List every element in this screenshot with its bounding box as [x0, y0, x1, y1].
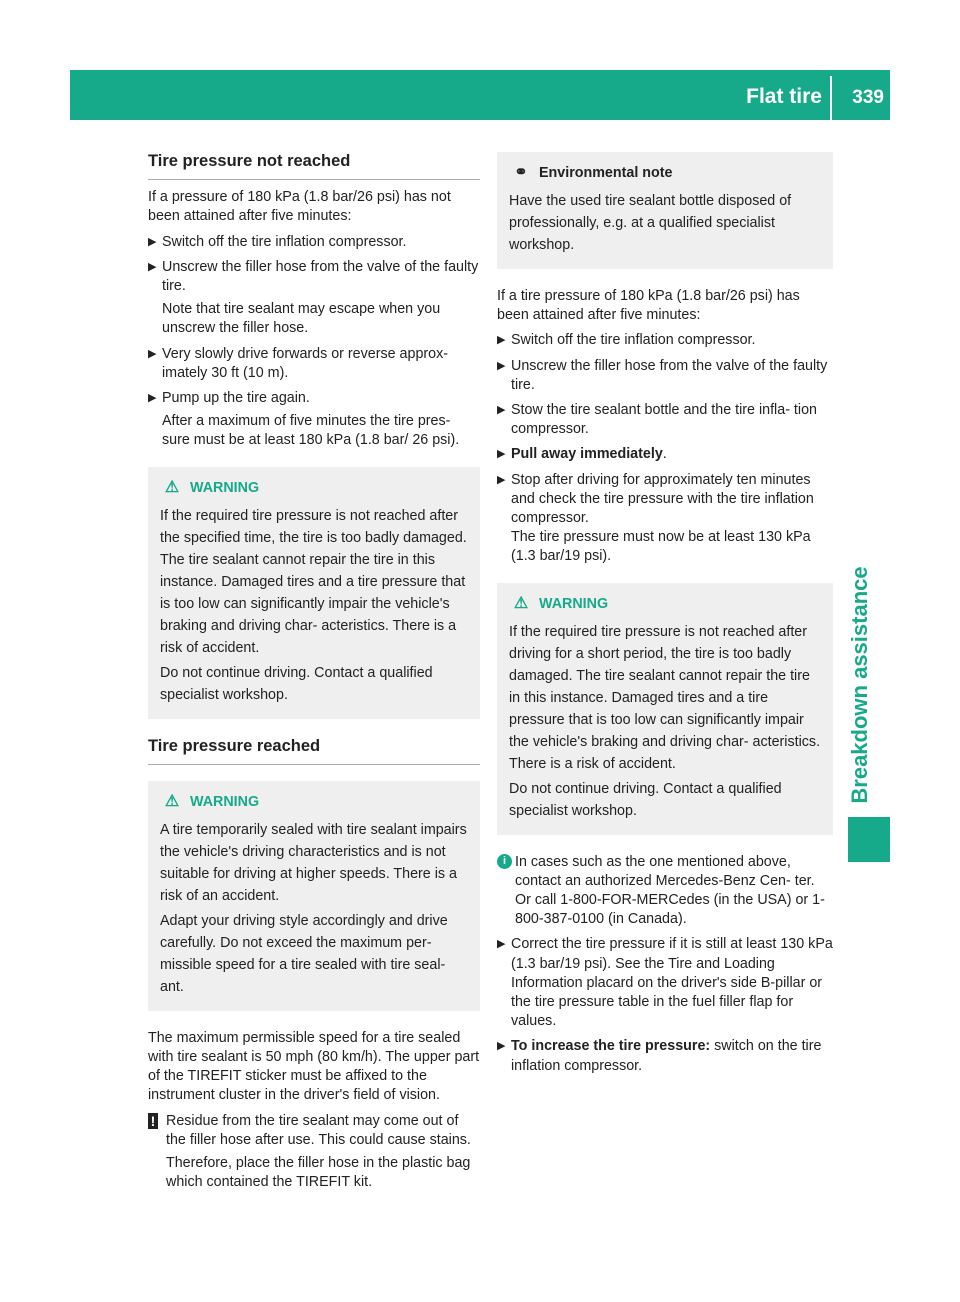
step-arrow-icon: ▶ [497, 359, 506, 372]
step-item [497, 445, 833, 464]
warning-title: WARNING [190, 479, 260, 496]
exclamation-icon: ! [148, 1113, 158, 1129]
warning-triangle-icon: ⚠ [164, 478, 180, 496]
step-text: Unscrew the filler hose from the valve of the faulty tire. [162, 258, 479, 295]
warning-box [148, 781, 480, 1011]
left-column [148, 152, 480, 1198]
step-text: Pump up the tire again. [162, 390, 310, 407]
warning-triangle-icon: ⚠ [513, 594, 529, 612]
step-item [497, 471, 833, 567]
warning-text: If the required tire pressure is not reached after driving for a short period, the tire is too badly damaged. The tire sealant cannot repair the tire in this instance. Damaged tires and a tire pressure that is too low can significantly impair the vehicle's braking and driving char- acteristics. There is a risk of accident. [509, 623, 821, 772]
step-item [148, 233, 480, 252]
step-item [497, 1037, 833, 1075]
side-tab-marker [848, 817, 890, 862]
step-arrow-icon: ▶ [497, 1040, 506, 1053]
step-text: Correct the tire pressure if it is still at least 130 kPa (1.3 bar/19 psi). See the Tire and Loading Information placard on the driver's side B-pillar or the tire pressure table in the fuel filler flap for values. [511, 936, 833, 1030]
warning-text: Do not continue driving. Contact a qualified specialist workshop. [509, 780, 782, 819]
step-arrow-icon: ▶ [148, 392, 157, 405]
step-arrow-icon: ▶ [497, 448, 506, 461]
step-text: switch on the tire inflation compressor. [511, 1038, 822, 1074]
side-tab [842, 565, 878, 805]
side-tab-label: Breakdown assistance [847, 566, 872, 804]
warning-text: Do not continue driving. Contact a qualified specialist workshop. [160, 664, 433, 703]
step-item [497, 357, 833, 395]
step-item [148, 345, 480, 383]
section-heading-not-reached: Tire pressure not reached [148, 152, 480, 180]
caution-text: Therefore, place the filler hose in the plastic bag which contained the TIREFIT kit. [166, 1155, 471, 1191]
caution-note [148, 1112, 480, 1193]
step-item [497, 331, 833, 350]
step-text: Switch off the tire inflation compressor. [511, 332, 756, 349]
step-bold-text: To increase the tire pressure: [511, 1038, 711, 1055]
step-bold-text: Pull away immediately [511, 446, 663, 463]
step-arrow-icon: ▶ [497, 404, 506, 417]
warning-text: Adapt your driving style accordingly and drive carefully. Do not exceed the maximum per- missible speed for a tire sealed with tire seal- ant. [160, 912, 448, 995]
step-arrow-icon: ▶ [497, 473, 506, 486]
step-text: Switch off the tire inflation compressor. [162, 233, 407, 250]
step-item [497, 401, 833, 439]
lightbulb-icon: ⚭ [514, 164, 528, 181]
step-arrow-icon: ▶ [148, 260, 157, 273]
step-arrow-icon: ▶ [497, 938, 506, 951]
step-item [497, 935, 833, 1031]
warning-box [148, 467, 480, 719]
info-text: In cases such as the one mentioned above, contact an authorized Mercedes-Benz Cen- ter. Or call 1-800-FOR-MERCedes (in the USA) or 1-800-387-0100 (in Canada). [515, 853, 825, 928]
warning-text: If the required tire pressure is not reached after the specified time, the tire is too badly damaged. The tire sealant cannot repair the tire in this instance. Damaged tires and a tire pressure that is too low can significantly impair the vehicle's braking and driving char- acteristics. There is a risk of accident. [160, 507, 467, 656]
step-text: . [662, 446, 667, 463]
page-number: 339 [852, 87, 884, 108]
environmental-note-box [497, 152, 833, 269]
right-column [497, 152, 833, 1082]
step-item [148, 258, 480, 339]
body-text: The maximum permissible speed for a tire sealed with tire sealant is 50 mph (80 km/h). The upper part of the TIREFIT sticker must be affixed to the instrument cluster in the driver's field of vision. [148, 1029, 480, 1104]
step-item [148, 389, 480, 451]
env-note-title: Environmental note [539, 165, 673, 181]
step-note: Note that tire sealant may escape when you unscrew the filler hose. [162, 301, 441, 337]
warning-title: WARNING [190, 793, 260, 810]
step-text: Unscrew the filler hose from the valve of the faulty tire. [511, 357, 828, 393]
warning-triangle-icon: ⚠ [164, 792, 180, 810]
warning-box [497, 583, 833, 835]
section-heading-reached: Tire pressure reached [148, 737, 480, 765]
step-text: Very slowly drive forwards or reverse approx- imately 30 ft (10 m). [162, 345, 449, 381]
header-bar [70, 70, 890, 120]
chapter-title: Flat tire [746, 85, 822, 108]
env-note-text: Have the used tire sealant bottle disposed of professionally, e.g. at a qualified specialist workshop. [509, 193, 792, 253]
step-arrow-icon: ▶ [148, 235, 157, 248]
step-arrow-icon: ▶ [497, 334, 506, 347]
step-text: Stow the tire sealant bottle and the tire infla- tion compressor. [511, 402, 817, 438]
step-text: Stop after driving for approximately ten minutes and check the tire pressure with the tire inflation compressor. [511, 471, 814, 527]
warning-text: A tire temporarily sealed with tire sealant impairs the vehicle's driving characteristics and is not suitable for driving at higher speeds. There is a risk of an accident. [160, 821, 467, 904]
step-note: The tire pressure must now be at least 130 kPa (1.3 bar/19 psi). [511, 529, 811, 565]
intro-text: If a tire pressure of 180 kPa (1.8 bar/26 psi) has been attained after five minutes: [497, 288, 800, 324]
step-arrow-icon: ▶ [148, 347, 157, 360]
warning-title: WARNING [539, 595, 609, 612]
header-divider [830, 76, 832, 120]
intro-text: If a pressure of 180 kPa (1.8 bar/26 psi) has not been attained after five minutes: [148, 189, 451, 225]
info-note [497, 853, 833, 930]
step-note: After a maximum of five minutes the tire pres- sure must be at least 180 kPa (1.8 bar/ 26 psi). [162, 413, 460, 449]
info-icon: i [497, 854, 512, 869]
caution-text: Residue from the tire sealant may come out of the filler hose after use. This could cause stains. [166, 1112, 471, 1148]
